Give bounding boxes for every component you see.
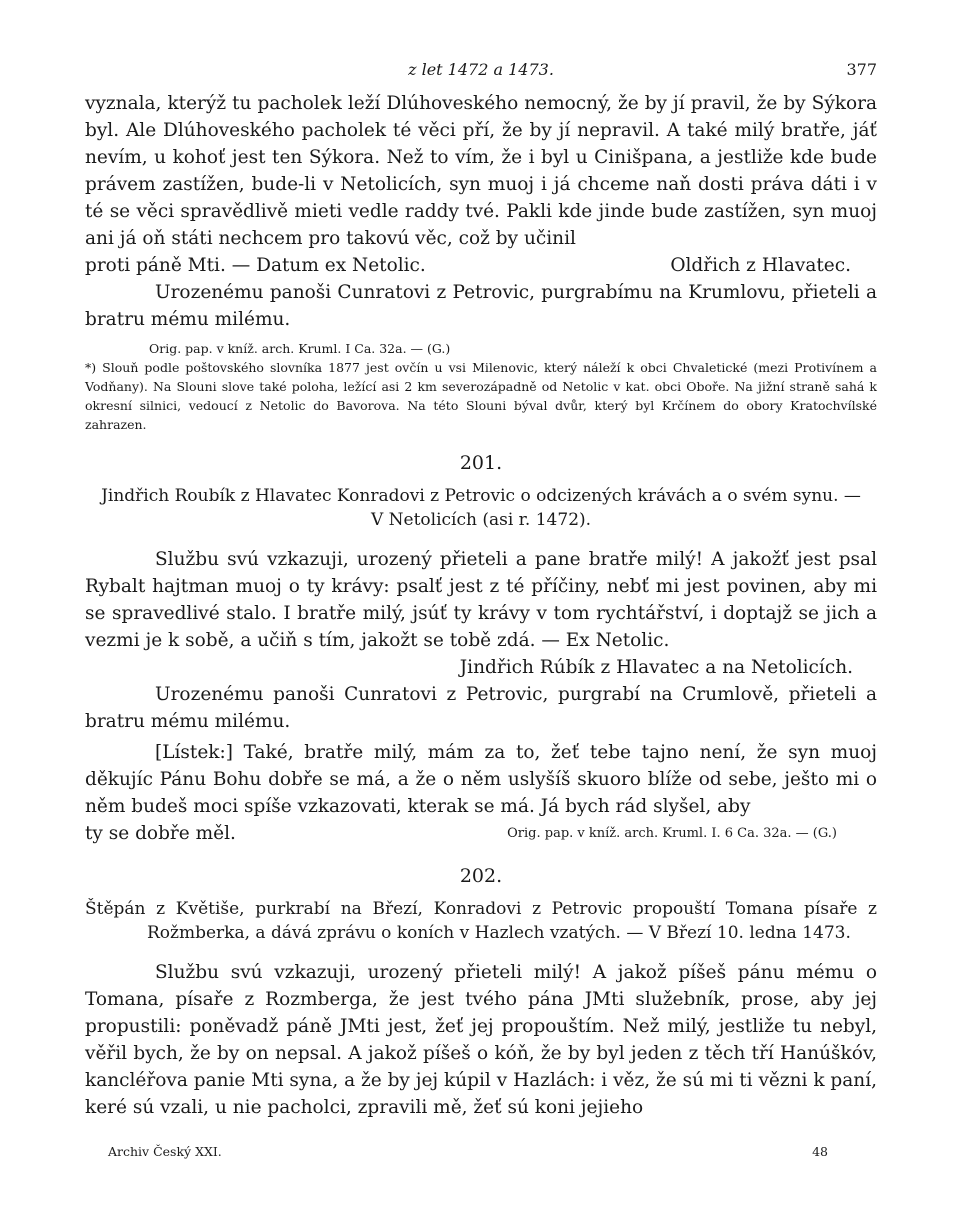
postscript-end-line bbox=[85, 820, 877, 847]
running-title: z let 1472 a 1473. bbox=[408, 60, 554, 79]
dating-clause: proti páně Mti. — Datum ex Netolic. bbox=[85, 255, 426, 276]
postscript-end: ty se dobře měl. bbox=[85, 823, 236, 844]
regest-place: V Netolicích (asi r. 1472). bbox=[370, 510, 592, 530]
letter-body: Službu svú vzkazuji, urozený přieteli milý! A jakož píšeš pánu mému o Tomana, písaře z Rozmberga, že jest tvého pána JMti služebník, prose, aby jej propustili: poněvadž páně JMti jest, žeť jej propouštím. Než milý, jestliže tu nebyl, věřil bych, že by on nepsal. A jakož píšeš o kóň, že by byl jeden z těch tří Hanúškóv, kancléřova panie Mti syna, a že by jej kúpil v Hazlách: i věz, že sú mi ti vězni k paní, keré sú vzali, u nie pacholci, zpravili mě, žeť sú koni jejieho bbox=[85, 962, 877, 1118]
letter-202 bbox=[85, 959, 877, 1121]
document-number: 201. bbox=[459, 452, 503, 474]
publication-title: Archiv Český XXI. bbox=[108, 1144, 222, 1159]
sheet-number: 48 bbox=[812, 1144, 828, 1159]
letter-201 bbox=[85, 546, 877, 847]
signature: Jindřich Rúbík z Hlavatec a na Netolicích. bbox=[459, 657, 853, 678]
address: Urozenému panoši Cunratovi z Petrovic, purgrabímu na Krumlovu, přieteli a bratru mému milému. bbox=[85, 282, 877, 330]
postscript: [Lístek:] Také, bratře milý, mám za to, žeť tebe tajno není, že syn muoj děkujíc Pánu Bohu dobře se má, a že o něm uslyšíš skuoro blíže od sebe, ješto mi o něm budeš moci spíše vzkazovati, kterak se má. Já bych rád slyšel, aby bbox=[85, 742, 877, 817]
page bbox=[85, 58, 877, 1121]
footnote: *) Slouň podle poštovského slovníka 1877 jest ovčín u vsi Milenovic, který náleží k obci Chvaletické (mezi Protivínem a Vodňany). Na Slouni slove také poloha, ležící asi 2 km severozápadně od Netolic v kat. obci Oboře. Na jižní straně sahá k okresní silnici, vedoucí z Netolic do Bavorova. Na této Slouni býval dvůr, který byl Krčínem do obory Kratochvílské zahrazen. bbox=[85, 360, 877, 432]
page-number: 377 bbox=[846, 60, 877, 79]
document-number: 202. bbox=[459, 865, 503, 887]
letter-continuation bbox=[85, 90, 877, 333]
source-note: Orig. pap. v kníž. arch. Kruml. I Ca. 32a. — (G.) bbox=[149, 341, 451, 356]
signature: Oldřich z Hlavatec. bbox=[670, 255, 851, 276]
regest bbox=[85, 484, 877, 532]
regest-text: Jindřich Roubík z Hlavatec Konradovi z Petrovic o odcizených krávách a o svém synu. — bbox=[101, 486, 861, 506]
address: Urozenému panoši Cunratovi z Petrovic, purgrabí na Crumlově, přieteli a bratru mému milému. bbox=[85, 684, 877, 732]
running-header bbox=[85, 58, 877, 90]
page-footer bbox=[108, 1144, 828, 1159]
source-note: Orig. pap. v kníž. arch. Kruml. I. 6 Ca. 32a. — (G.) bbox=[507, 826, 837, 841]
letter-closing-line bbox=[85, 252, 877, 279]
letter-paragraph: vyznala, kterýž tu pacholek leží Dlúhoveského nemocný, že by jí pravil, že by Sýkora byl. Ale Dlúhoveského pacholek té věci pří, že by jí nepravil. A také milý bratře, jáť nevím, u kohoť jest ten Sýkora. Než to vím, že i byl u Cinišpana, a jestliže kde bude právem zastížen, bude-li v Netolicích, syn muoj i já chceme naň dosti práva dáti i v té se věci spravědlivě mieti vedle raddy tvé. Pakli kde jinde bude zastížen, syn muoj ani já oň státi nechcem pro takovú věc, což by učinil bbox=[85, 93, 877, 249]
regest-text: Štěpán z Květiše, purkrabí na Březí, Konradovi z Petrovic propouští Tomana písaře z Rožmberka, a dává zprávu o koních v Hazlech vzatých. — V Březí 10. ledna 1473. bbox=[85, 899, 877, 943]
letter-body: Službu svú vzkazuji, urozený přieteli a pane bratře milý! A jakožť jest psal Rybalt hajtman muoj o ty krávy: psalť jest z té příčiny, nebť mi jest povinen, aby mi se spravedlivé stalo. I bratře milý, jsúť ty krávy v tom rychtářství, i doptajž se jich a vezmi je k sobě, a učiň s tím, jakožt se tobě zdá. — Ex Netolic. bbox=[85, 549, 877, 651]
